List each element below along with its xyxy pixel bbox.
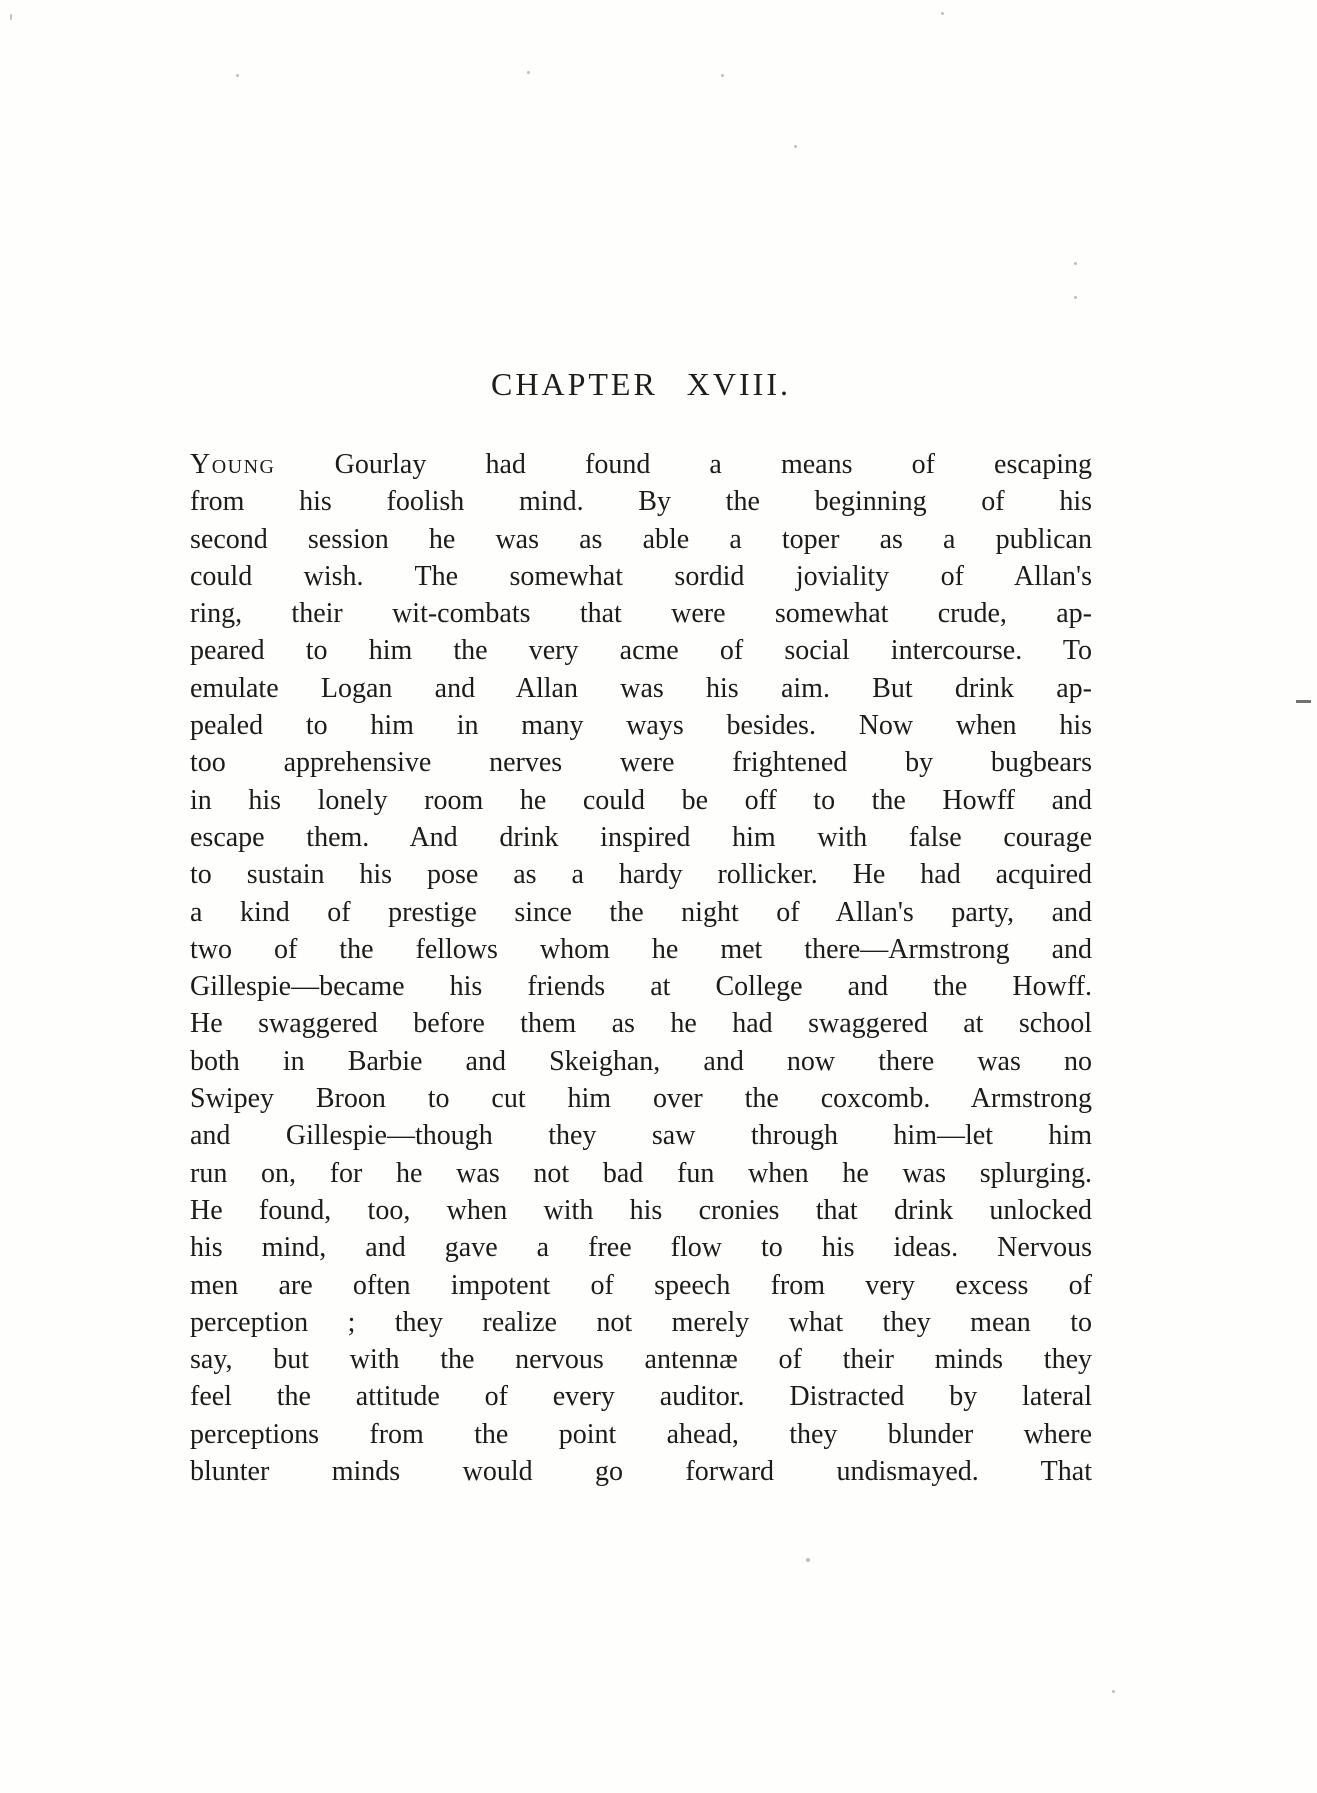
text-line: feel the attitude of every auditor. Distracted by lateral <box>190 1381 1092 1413</box>
text-line: Swipey Broon to cut him over the coxcomb. Armstrong <box>190 1083 1092 1115</box>
paragraph <box>190 446 1092 1490</box>
text-line: too apprehensive nerves were frightened by bugbears <box>190 747 1092 779</box>
scan-speck <box>806 1558 810 1562</box>
text-line: two of the fellows whom he met there—Armstrong and <box>190 933 1092 965</box>
text-line: Gillespie—became his friends at College and the Howff. <box>190 971 1092 1003</box>
scan-speck <box>527 71 530 74</box>
text-line: Young Gourlay had found a means of escaping <box>190 449 1092 480</box>
text-line: both in Barbie and Skeighan, and now there was no <box>190 1045 1092 1077</box>
text-line: ring, their wit-combats that were somewhat crude, ap- <box>190 598 1092 630</box>
text-line: men are often impotent of speech from very excess of <box>190 1269 1092 1301</box>
scan-artifact-dash <box>1296 700 1311 703</box>
text-line: a kind of prestige since the night of Allan's party, and <box>190 896 1092 928</box>
scan-speck <box>10 14 12 20</box>
text-line: from his foolish mind. By the beginning of his <box>190 486 1092 518</box>
text-line: emulate Logan and Allan was his aim. But drink ap- <box>190 672 1092 704</box>
scan-speck <box>721 74 724 77</box>
text-line: second session he was as able a toper as a publican <box>190 523 1092 555</box>
scan-speck <box>1112 1690 1115 1693</box>
text-line: say, but with the nervous antennæ of their minds they <box>190 1344 1092 1376</box>
lead-word: Young <box>190 449 276 480</box>
scan-speck <box>236 74 239 77</box>
scan-speck <box>1074 262 1077 265</box>
text-line: and Gillespie—though they saw through him—let him <box>190 1120 1092 1152</box>
text-line: He swaggered before them as he had swaggered at school <box>190 1008 1092 1040</box>
text-line: blunter minds would go forward undismayed. That <box>190 1456 1092 1488</box>
scan-speck <box>794 145 797 148</box>
text-line: pealed to him in many ways besides. Now when his <box>190 710 1092 742</box>
chapter-heading: CHAPTER XVIII. <box>491 366 791 402</box>
scan-speck <box>1074 296 1077 299</box>
text-line: peared to him the very acme of social intercourse. To <box>190 635 1092 667</box>
text-line: perception ; they realize not merely what they mean to <box>190 1306 1092 1338</box>
text-line: perceptions from the point ahead, they blunder where <box>190 1418 1092 1450</box>
text-line: run on, for he was not bad fun when he was splurging. <box>190 1157 1092 1189</box>
text-line: his mind, and gave a free flow to his ideas. Nervous <box>190 1232 1092 1264</box>
text-line: could wish. The somewhat sordid joviality of Allan's <box>190 560 1092 592</box>
text-line: in his lonely room he could be off to the Howff and <box>190 784 1092 816</box>
text-line: to sustain his pose as a hardy rollicker. He had acquired <box>190 859 1092 891</box>
text-line: He found, too, when with his cronies that drink unlocked <box>190 1194 1092 1226</box>
scan-speck <box>941 12 944 15</box>
text-line: escape them. And drink inspired him with false courage <box>190 821 1092 853</box>
